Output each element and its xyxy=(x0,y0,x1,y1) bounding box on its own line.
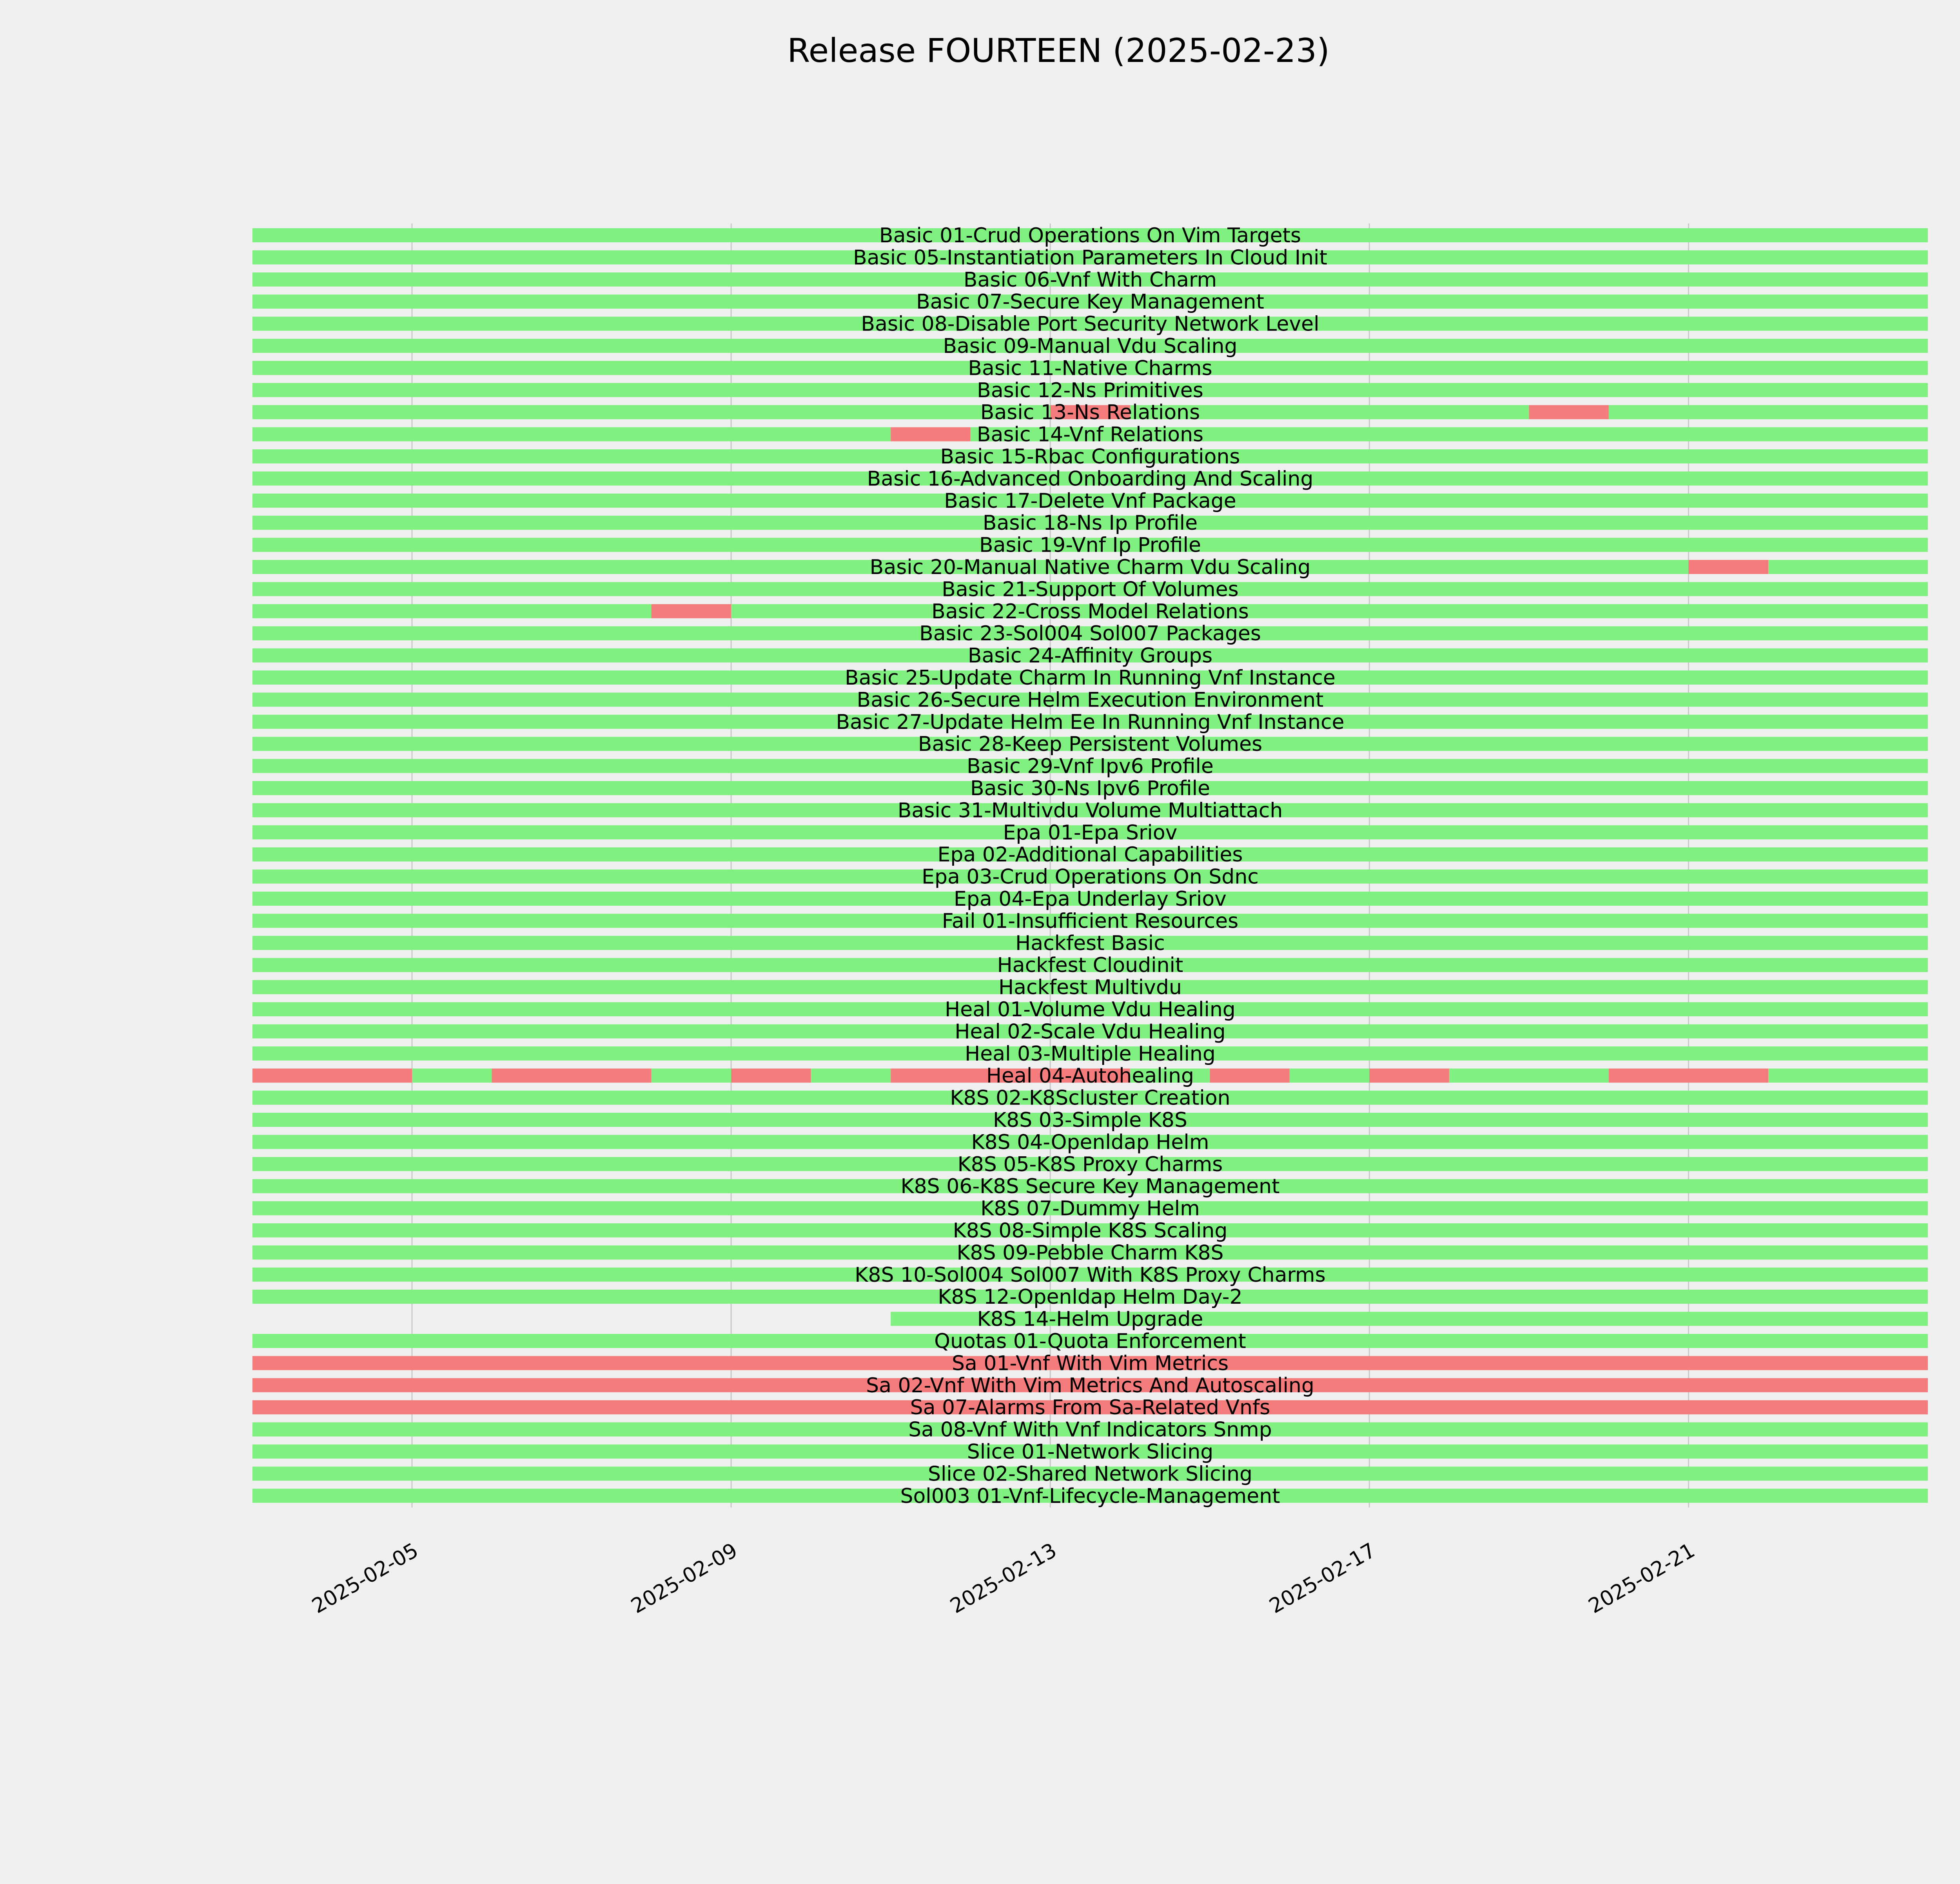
row-label-basic-24-affinity-groups: Basic 24-Affinity Groups xyxy=(967,644,1213,668)
row-label-basic-06-vnf-with-charm: Basic 06-Vnf With Charm xyxy=(963,268,1217,292)
row-label-k8s-03-simple-k8s: K8S 03-Simple K8S xyxy=(993,1108,1187,1132)
bar-basic-13-ns-relations-3-fail xyxy=(1529,405,1609,419)
bar-basic-22-cross-model-relations-2-pass xyxy=(731,604,1928,618)
bar-heal-04-autohealing-3-pass xyxy=(652,1068,731,1083)
bar-heal-04-autohealing-5-pass xyxy=(811,1068,891,1083)
row-label-epa-04-epa-underlay-sriov: Epa 04-Epa Underlay Sriov xyxy=(954,887,1227,911)
bar-basic-14-vnf-relations-0-pass xyxy=(252,427,891,441)
row-label-basic-27-update-helm-ee-in-running-vnf-instance: Basic 27-Update Helm Ee In Running Vnf Instance xyxy=(836,710,1345,734)
row-label-basic-09-manual-vdu-scaling: Basic 09-Manual Vdu Scaling xyxy=(943,334,1238,358)
bar-heal-04-autohealing-9-pass xyxy=(1290,1068,1370,1083)
row-label-basic-01-crud-operations-on-vim-targets: Basic 01-Crud Operations On Vim Targets xyxy=(879,224,1301,247)
row-label-k8s-02-k8scluster-creation: K8S 02-K8Scluster Creation xyxy=(950,1086,1230,1110)
bar-basic-20-manual-native-charm-vdu-scaling-2-pass xyxy=(1768,560,1928,574)
row-label-basic-11-native-charms: Basic 11-Native Charms xyxy=(968,356,1212,380)
row-label-sa-08-vnf-with-vnf-indicators-snmp: Sa 08-Vnf With Vnf Indicators Snmp xyxy=(908,1418,1272,1442)
row-label-basic-29-vnf-ipv6-profile: Basic 29-Vnf Ipv6 Profile xyxy=(967,754,1214,778)
row-label-hackfest-multivdu: Hackfest Multivdu xyxy=(998,976,1182,999)
row-label-basic-05-instantiation-parameters-in-cloud-init: Basic 05-Instantiation Parameters In Cloud Init xyxy=(853,246,1327,270)
bar-heal-04-autohealing-2-fail xyxy=(492,1068,652,1083)
row-label-k8s-14-helm-upgrade: K8S 14-Helm Upgrade xyxy=(977,1307,1203,1331)
row-label-basic-15-rbac-configurations: Basic 15-Rbac Configurations xyxy=(940,445,1240,469)
bar-basic-20-manual-native-charm-vdu-scaling-1-fail xyxy=(1688,560,1768,574)
bar-heal-04-autohealing-8-fail xyxy=(1210,1068,1290,1083)
row-label-basic-26-secure-helm-execution-environment: Basic 26-Secure Helm Execution Environment xyxy=(857,688,1324,712)
row-label-slice-02-shared-network-slicing: Slice 02-Shared Network Slicing xyxy=(927,1462,1253,1486)
row-label-basic-18-ns-ip-profile: Basic 18-Ns Ip Profile xyxy=(982,511,1198,535)
row-label-k8s-09-pebble-charm-k8s: K8S 09-Pebble Charm K8S xyxy=(956,1241,1224,1265)
row-label-k8s-08-simple-k8s-scaling: K8S 08-Simple K8S Scaling xyxy=(953,1219,1228,1243)
bar-basic-13-ns-relations-0-pass xyxy=(252,405,1050,419)
row-label-basic-23-sol004-sol007-packages: Basic 23-Sol004 Sol007 Packages xyxy=(919,622,1261,646)
bar-heal-04-autohealing-4-fail xyxy=(731,1068,811,1083)
bar-basic-14-vnf-relations-1-fail xyxy=(891,427,971,441)
row-label-k8s-04-openldap-helm: K8S 04-Openldap Helm xyxy=(971,1130,1209,1154)
row-label-basic-22-cross-model-relations: Basic 22-Cross Model Relations xyxy=(931,600,1249,623)
row-label-heal-01-volume-vdu-healing: Heal 01-Volume Vdu Healing xyxy=(945,998,1236,1021)
row-label-epa-01-epa-sriov: Epa 01-Epa Sriov xyxy=(1003,821,1178,845)
x-tick-label-2025-02-17: 2025-02-17 xyxy=(1265,1539,1380,1619)
row-label-sol003-01-vnf-lifecycle-management: Sol003 01-Vnf-Lifecycle-Management xyxy=(900,1484,1280,1508)
row-label-k8s-12-openldap-helm-day-2: K8S 12-Openldap Helm Day-2 xyxy=(938,1285,1243,1309)
row-label-epa-02-additional-capabilities: Epa 02-Additional Capabilities xyxy=(937,843,1243,867)
row-label-basic-16-advanced-onboarding-and-scaling: Basic 16-Advanced Onboarding And Scaling xyxy=(867,467,1314,491)
row-label-heal-03-multiple-healing: Heal 03-Multiple Healing xyxy=(965,1042,1216,1066)
row-label-basic-30-ns-ipv6-profile: Basic 30-Ns Ipv6 Profile xyxy=(970,777,1210,800)
bar-basic-13-ns-relations-4-pass xyxy=(1609,405,1928,419)
row-label-quotas-01-quota-enforcement: Quotas 01-Quota Enforcement xyxy=(934,1330,1246,1353)
bar-heal-04-autohealing-11-pass xyxy=(1449,1068,1609,1083)
row-label-basic-17-delete-vnf-package: Basic 17-Delete Vnf Package xyxy=(944,489,1236,513)
bar-heal-04-autohealing-12-fail xyxy=(1609,1068,1768,1083)
row-label-basic-21-support-of-volumes: Basic 21-Support Of Volumes xyxy=(942,578,1239,601)
bar-basic-22-cross-model-relations-1-fail xyxy=(652,604,731,618)
row-label-basic-20-manual-native-charm-vdu-scaling: Basic 20-Manual Native Charm Vdu Scaling xyxy=(869,556,1311,579)
row-label-basic-08-disable-port-security-network-level: Basic 08-Disable Port Security Network Level xyxy=(861,312,1319,336)
x-tick-label-2025-02-05: 2025-02-05 xyxy=(308,1539,423,1619)
row-label-sa-01-vnf-with-vim-metrics: Sa 01-Vnf With Vim Metrics xyxy=(951,1352,1229,1375)
row-label-k8s-05-k8s-proxy-charms: K8S 05-K8S Proxy Charms xyxy=(957,1152,1223,1176)
row-label-basic-31-multivdu-volume-multiattach: Basic 31-Multivdu Volume Multiattach xyxy=(897,799,1283,823)
row-label-sa-07-alarms-from-sa-related-vnfs: Sa 07-Alarms From Sa-Related Vnfs xyxy=(910,1396,1270,1420)
row-label-k8s-07-dummy-helm: K8S 07-Dummy Helm xyxy=(980,1197,1200,1221)
row-label-basic-28-keep-persistent-volumes: Basic 28-Keep Persistent Volumes xyxy=(918,732,1263,756)
row-label-hackfest-cloudinit: Hackfest Cloudinit xyxy=(997,954,1183,977)
row-label-slice-01-network-slicing: Slice 01-Network Slicing xyxy=(967,1440,1214,1464)
bar-heal-04-autohealing-0-fail xyxy=(252,1068,412,1083)
bar-heal-04-autohealing-13-pass xyxy=(1768,1068,1928,1083)
row-label-basic-19-vnf-ip-profile: Basic 19-Vnf Ip Profile xyxy=(979,533,1201,557)
row-label-hackfest-basic: Hackfest Basic xyxy=(1015,931,1165,955)
row-label-k8s-06-k8s-secure-key-management: K8S 06-K8S Secure Key Management xyxy=(900,1175,1280,1199)
x-tick-label-2025-02-09: 2025-02-09 xyxy=(627,1539,742,1619)
bar-basic-22-cross-model-relations-0-pass xyxy=(252,604,652,618)
row-label-basic-07-secure-key-management: Basic 07-Secure Key Management xyxy=(916,290,1264,314)
x-tick-label-2025-02-21: 2025-02-21 xyxy=(1584,1539,1699,1619)
row-label-k8s-10-sol004-sol007-with-k8s-proxy-charms: K8S 10-Sol004 Sol007 With K8S Proxy Charms xyxy=(855,1263,1326,1287)
row-label-basic-14-vnf-relations: Basic 14-Vnf Relations xyxy=(976,423,1204,447)
row-label-heal-02-scale-vdu-healing: Heal 02-Scale Vdu Healing xyxy=(955,1020,1226,1044)
chart-title: Release FOURTEEN (2025-02-23) xyxy=(787,31,1330,70)
row-label-basic-25-update-charm-in-running-vnf-instance: Basic 25-Update Charm In Running Vnf Instance xyxy=(845,666,1336,690)
row-label-basic-12-ns-primitives: Basic 12-Ns Primitives xyxy=(977,378,1203,402)
row-label-basic-13-ns-relations: Basic 13-Ns Relations xyxy=(980,401,1200,425)
row-label-epa-03-crud-operations-on-sdnc: Epa 03-Crud Operations On Sdnc xyxy=(922,865,1259,889)
row-label-sa-02-vnf-with-vim-metrics-and-autoscaling: Sa 02-Vnf With Vim Metrics And Autoscaling xyxy=(866,1373,1314,1397)
row-label-heal-04-autohealing: Heal 04-Autohealing xyxy=(986,1064,1194,1088)
row-label-fail-01-insufficient-resources: Fail 01-Insufficient Resources xyxy=(942,909,1239,933)
bar-heal-04-autohealing-10-fail xyxy=(1369,1068,1449,1083)
bar-heal-04-autohealing-1-pass xyxy=(412,1068,492,1083)
x-tick-label-2025-02-13: 2025-02-13 xyxy=(946,1539,1061,1619)
